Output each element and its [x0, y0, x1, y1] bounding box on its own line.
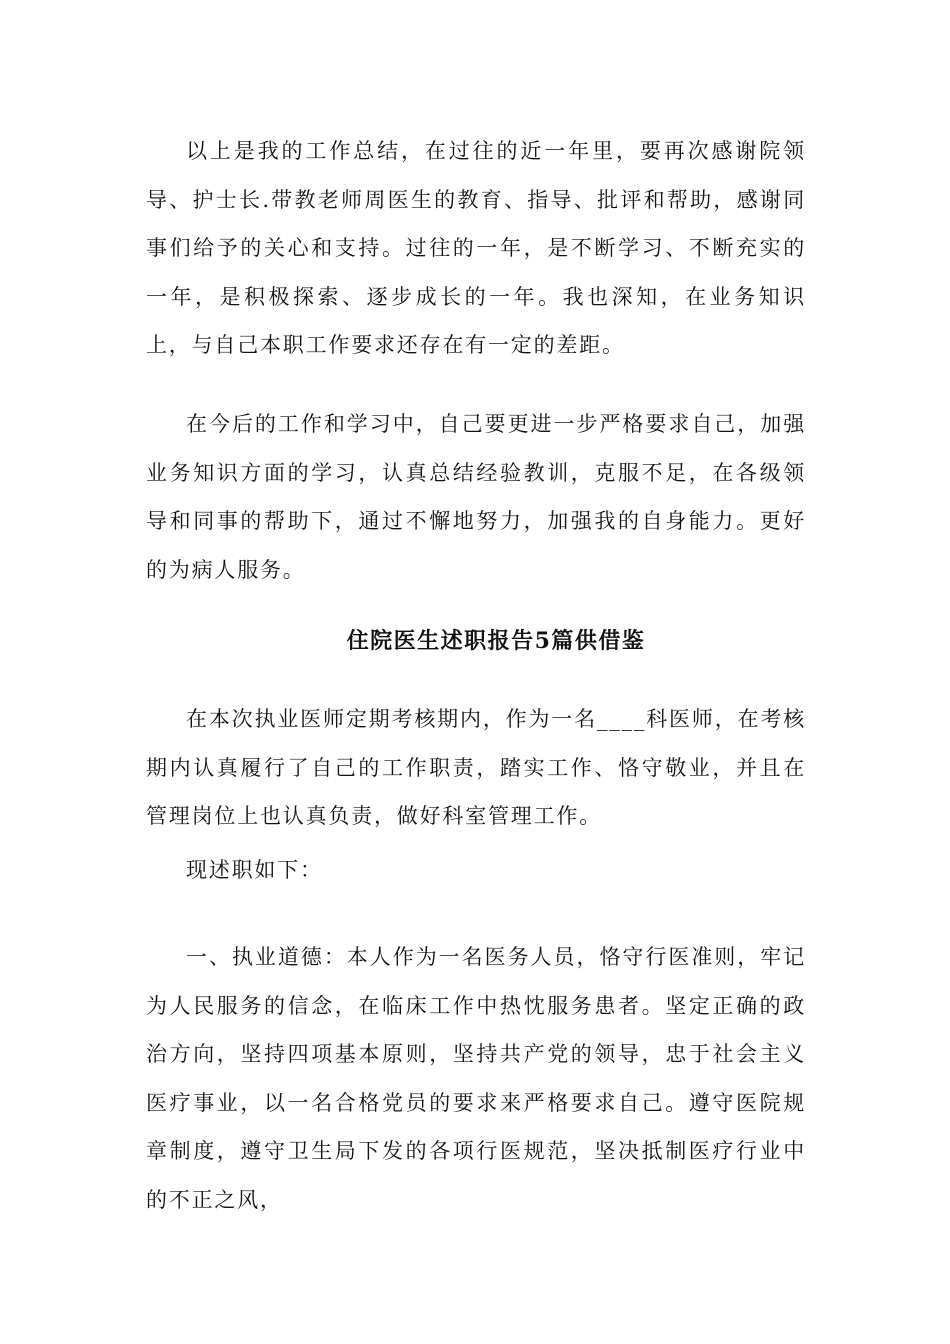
paragraph-work-summary: 以上是我的工作总结，在过往的近一年里，要再次感谢院领导、护士长.带教老师周医生的教育、指导、批评和帮助，感谢同事们给予的关心和支持。过往的一年，是不断学习、不断充实的一年，是积极探索、逐步成长的一年。我也深知，在业务知识上，与自己本职工作要求还存在有一定的差距。	[146, 139, 806, 357]
paragraph-future-plans: 在今后的工作和学习中，自己要更进一步严格要求自己，加强业务知识方面的学习，认真总结经验教训，克服不足，在各级领导和同事的帮助下，通过不懈地努力，加强我的自身能力。更好的为病人服务。	[146, 412, 806, 582]
section-heading: 住院医生述职报告5篇供借鉴	[346, 628, 646, 654]
paragraph-ethics: 一、执业道德：本人作为一名医务人员，恪守行医准则，牢记为人民服务的信念，在临床工作中热忱服务患者。坚定正确的政治方向，坚持四项基本原则，坚持共产党的领导，忠于社会主义医疗事业，以一名合格党员的要求来严格要求自己。遵守医院规章制度，遵守卫生局下发的各项行医规范，坚决抵制医疗行业中的不正之风，	[146, 945, 806, 1212]
paragraph-statement: 现述职如下：	[186, 858, 323, 882]
paragraph-intro: 在本次执业医师定期考核期内，作为一名____科医师，在考核期内认真履行了自己的工作职责，踏实工作、恪守敬业，并且在管理岗位上也认真负责，做好科室管理工作。	[146, 707, 806, 828]
